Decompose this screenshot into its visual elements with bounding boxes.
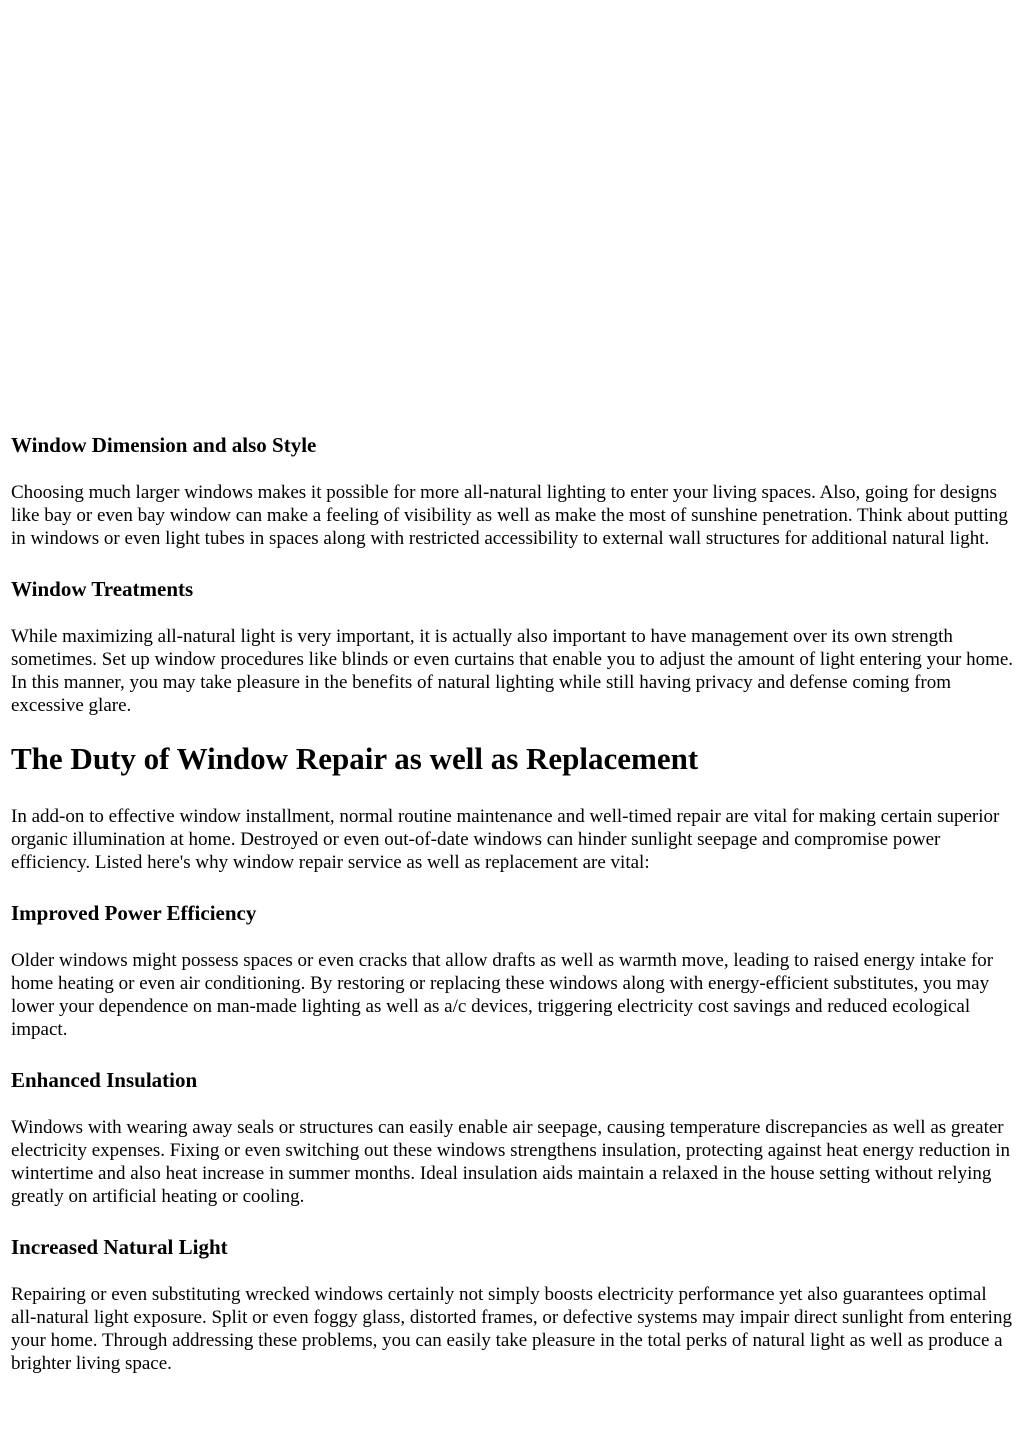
paragraph-enhanced-insulation: Windows with wearing away seals or structures can easily enable air seepage, causing temperature discrepancies as well as greater electricity expenses. Fixing or even switching out these windows strengthens insulation, protecting against heat energy reduction in wintertime and also heat increase in summer months. Ideal insulation aids maintain a relaxed in the house setting without relying greatly on artificial heating or cooling. bbox=[11, 1117, 1011, 1207]
document-page bbox=[11, 0, 1015, 1375]
heading-enhanced-insulation: Enhanced Insulation bbox=[11, 1068, 198, 1092]
paragraph-power-efficiency: Older windows might possess spaces or even cracks that allow drafts as well as warmth move, leading to raised energy intake for home heating or even air conditioning. By restoring or replacing these windows along with energy-efficient substitutes, you may lower your dependence on man-made lighting as well as a/c devices, triggering electricity cost savings and reduced ecological impact. bbox=[11, 950, 994, 1040]
blank-top-area bbox=[11, 0, 1015, 431]
heading-window-dimension: Window Dimension and also Style bbox=[11, 433, 317, 457]
paragraph-window-treatments: While maximizing all-natural light is very important, it is actually also important to have management over its own strength sometimes. Set up window procedures like blinds or even curtains that enable you to adjust the amount of light entering your home. In this manner, you may take pleasure in the benefits of natural lighting while still having privacy and defense coming from excessive glare. bbox=[11, 626, 1014, 716]
heading-window-treatments: Window Treatments bbox=[11, 577, 194, 601]
paragraph-window-dimension: Choosing much larger windows makes it possible for more all-natural lighting to enter your living spaces. Also, going for designs like bay or even bay window can make a feeling of visibility as well as make the most of sunshine penetration. Think about putting in windows or even light tubes in spaces along with restricted accessibility to external wall structures for additional natural light. bbox=[11, 482, 1008, 549]
heading-window-repair: The Duty of Window Repair as well as Replacement bbox=[11, 741, 699, 776]
paragraph-natural-light: Repairing or even substituting wrecked windows certainly not simply boosts electricity performance yet also guarantees optimal all-natural light exposure. Split or even foggy glass, distorted frames, or defective systems may impair direct sunlight from entering your home. Through addressing these problems, you can easily take pleasure in the total perks of natural light as well as produce a brighter living space. bbox=[11, 1284, 1012, 1374]
paragraph-window-repair-intro: In add-on to effective window installment, normal routine maintenance and well-timed repair are vital for making certain superior organic illumination at home. Destroyed or even out-of-date windows can hinder sunlight seepage and compromise power efficiency. Listed here's why window repair service as well as replacement are vital: bbox=[11, 806, 1000, 873]
heading-power-efficiency: Improved Power Efficiency bbox=[11, 901, 257, 925]
heading-natural-light: Increased Natural Light bbox=[11, 1235, 228, 1259]
